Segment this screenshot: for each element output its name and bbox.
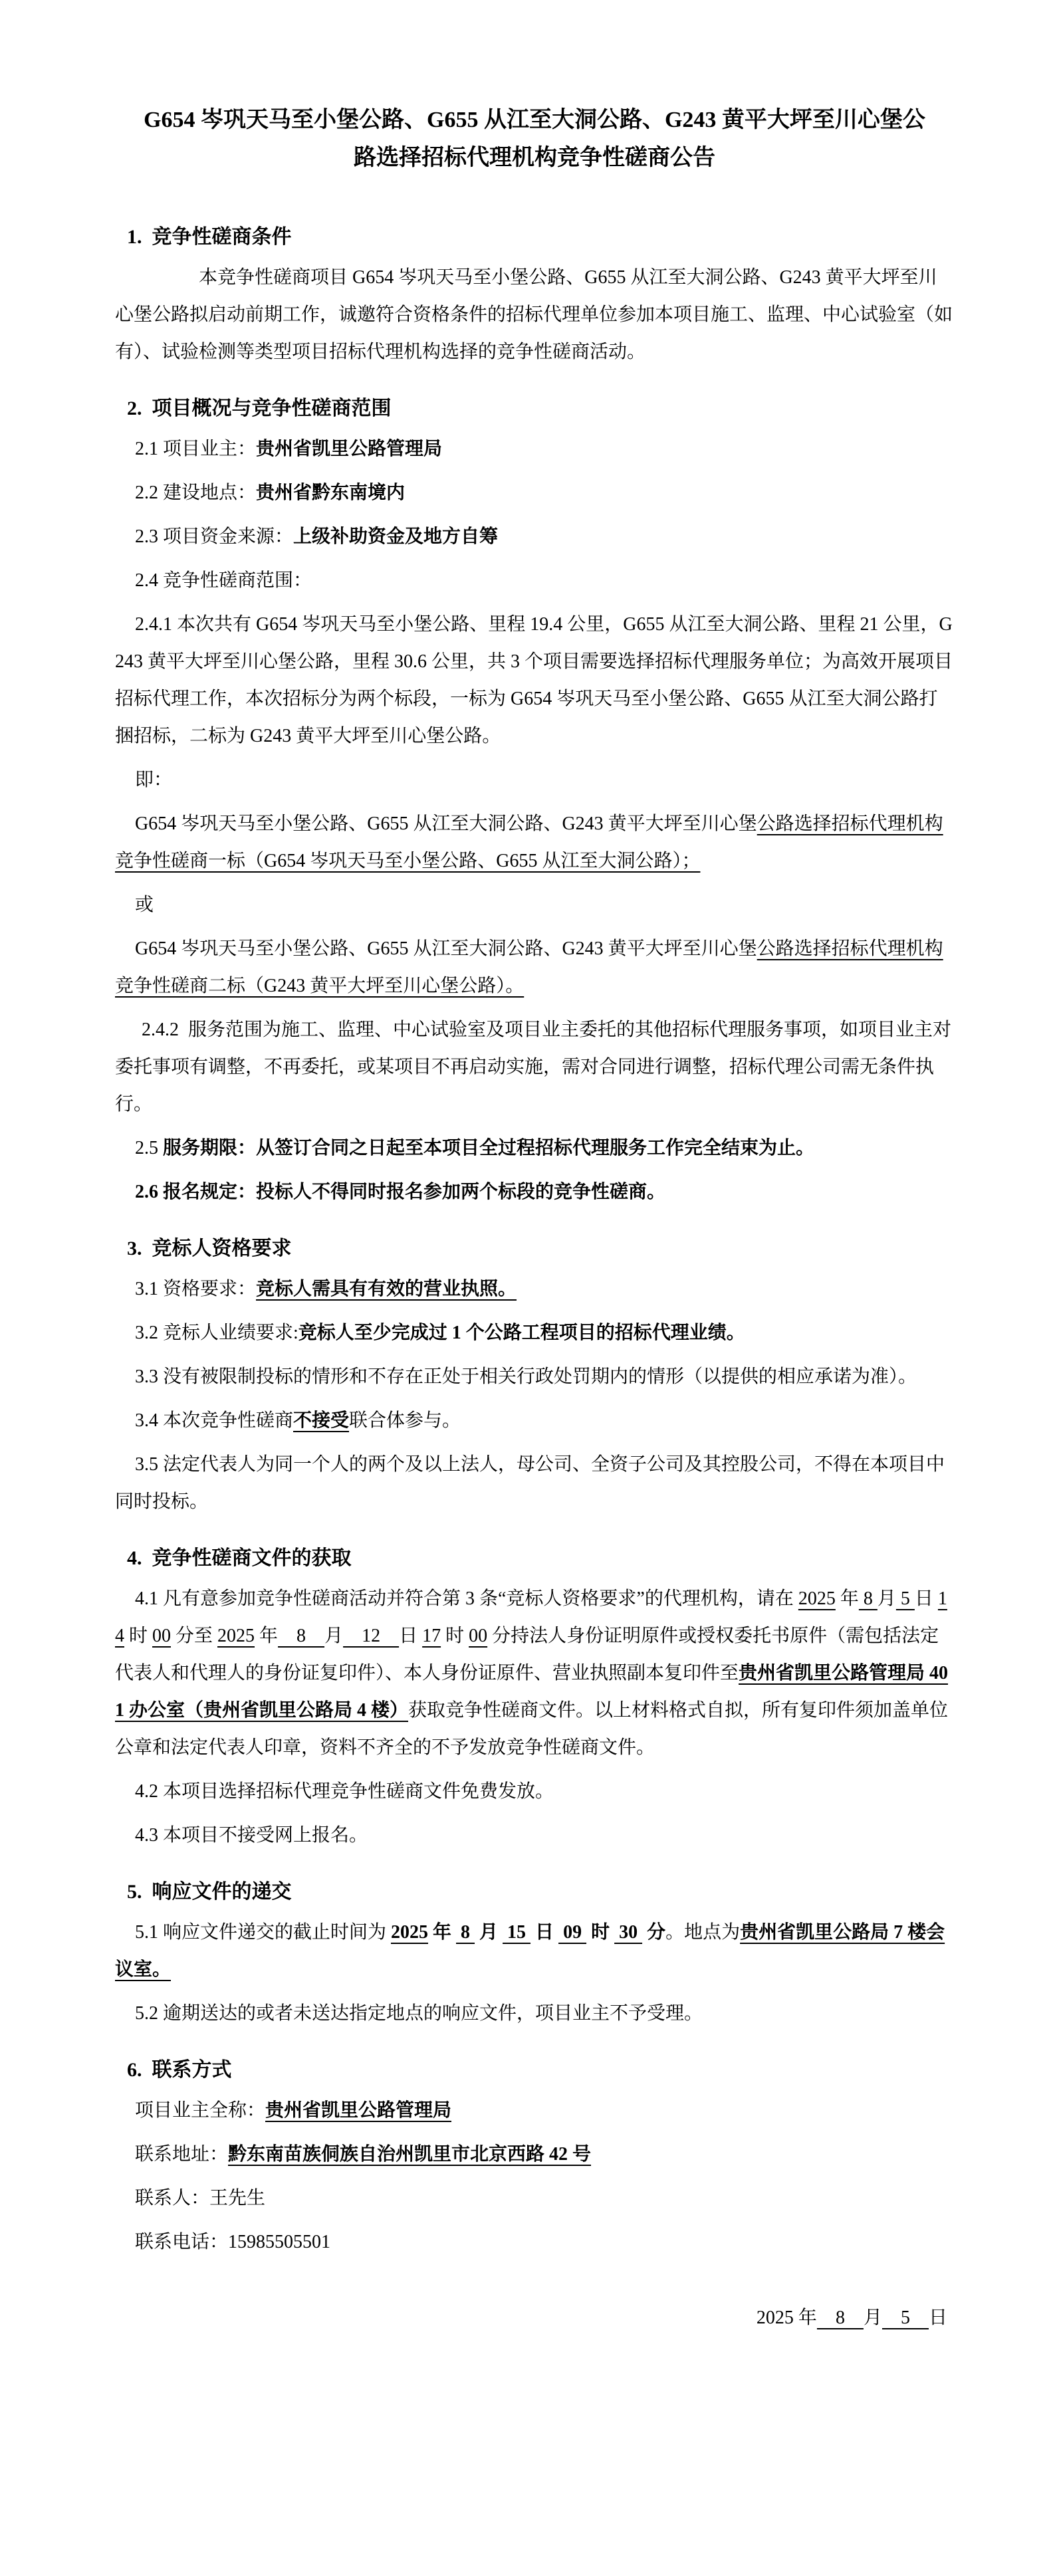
paragraph [115, 259, 954, 371]
paragraph [115, 2092, 954, 2129]
underlined-text: 8 [816, 2308, 864, 2328]
text: 3.2 竞标人业绩要求: [135, 1323, 298, 1343]
text: 3.3 没有被限制投标的情形和不存在正处于相关行政处罚期内的情形（以提供的相应承诺为准）。 [135, 1366, 917, 1387]
text: 日 [914, 1588, 938, 1609]
underlined-text: 8 [858, 1588, 878, 1609]
text: 4.2 本项目选择招标代理竞争性磋商文件免费发放。 [135, 1781, 554, 1802]
text: 项目业主全称： [135, 2100, 266, 2121]
section-heading [127, 1543, 954, 1574]
section-heading [127, 1877, 954, 1907]
text: 分持法人身份证明原件或授权委托书原件（需包括法定代表人和代理人的身份证复印件）、本人身份证原件、营业执照副本复印件至 [115, 1626, 939, 1683]
section-heading [127, 2055, 954, 2086]
paragraph [115, 1012, 954, 1123]
underlined-text: 5 [895, 1588, 915, 1609]
underlined-text: 公路选择招标代理机构竞争性磋商一标（G654 岑巩天马至小堡公路、G655 从江至大洞公路）； [115, 813, 943, 871]
document-body [115, 101, 954, 2337]
bold-underlined-text: 黔东南苗族侗族自治州凯里市北京西路 42 号 [228, 2144, 592, 2165]
text: 时 [441, 1626, 469, 1646]
text: 时 [124, 1626, 153, 1646]
paragraph [115, 518, 954, 556]
text: 3.1 资格要求： [135, 1279, 257, 1299]
bold-underlined-text: 30 [614, 1922, 643, 1943]
bold-underlined-text: 09 [558, 1922, 587, 1943]
paragraph [115, 431, 954, 468]
text: 2.2 建设地点： [135, 483, 257, 503]
paragraph [115, 1580, 954, 1767]
text: 4.3 本项目不接受网上报名。 [135, 1825, 368, 1846]
text: 联系地址： [135, 2144, 229, 2165]
signature-date [115, 2300, 954, 2337]
bold-text: 日 [530, 1922, 559, 1943]
paragraph [115, 1271, 954, 1308]
text: 4.1 凡有意参加竞争性磋商活动并符合第 3 条“竞标人资格要求”的代理机构，请在 [135, 1588, 798, 1609]
text: G654 岑巩天马至小堡公路、G655 从江至大洞公路、G243 黄平大坪至川心堡 [135, 938, 757, 959]
text: 2025 年 [756, 2308, 817, 2328]
paragraph [115, 762, 954, 799]
underlined-text: 14 [115, 1588, 947, 1646]
bold-underlined-text: 15 [503, 1922, 531, 1943]
paragraph [115, 1402, 954, 1440]
bold-underlined-text: 贵州省凯里公路局 7 楼会议室。 [115, 1922, 945, 1980]
paragraph [115, 930, 954, 1005]
text: 日 [399, 1626, 423, 1646]
underlined-text: 17 [422, 1626, 441, 1646]
bold-text: 服务期限：从签订合同之日起至本项目全过程招标代理服务工作完全结束为止。 [163, 1138, 815, 1158]
text: 即： [135, 770, 173, 790]
bold-text: 贵州省凯里公路管理局 [256, 439, 443, 459]
underlined-text: 12 [343, 1626, 400, 1646]
text: 3.5 法定代表人为同一个人的两个及以上法人，母公司、全资子公司及其控股公司，不得在本项目中同时投标。 [115, 1454, 945, 1512]
text: 2.4 竞争性磋商范围： [135, 570, 312, 591]
paragraph [115, 1914, 954, 1988]
text: 。地点为 [665, 1922, 741, 1943]
text: 月 [877, 1588, 896, 1609]
text: 年 [835, 1588, 859, 1609]
paragraph [115, 1817, 954, 1854]
text: 2.4.1 本次共有 G654 岑巩天马至小堡公路、里程 19.4 公里，G655 从江至大洞公路、里程 21 公里，G243 黄平大坪至川心堡公路，里程 30.6 公里，共 3 个项目需要选择招标代理服务单位；为高效开展项目招标代理工作，本次招标分为两个标段，一标为 G654 岑巩天马至小堡公路、G655 从江至大洞公路打捆招标，二标为 G243 黄平大坪至川心堡公路。 [115, 614, 953, 746]
paragraph [115, 2136, 954, 2173]
underlined-text: 公路选择招标代理机构竞争性磋商二标（G243 黄平大坪至川心堡公路）。 [115, 938, 943, 996]
bold-text: 3. 竞标人资格要求 [127, 1237, 292, 1259]
bold-text: 4. 竞争性磋商文件的获取 [127, 1547, 352, 1569]
underlined-text: 2025 [798, 1588, 836, 1609]
text: 获取竞争性磋商文件。以上材料格式自拟，所有复印件须加盖单位公章和法定代表人印章，资料不齐全的不予发放竞争性磋商文件。 [115, 1700, 949, 1758]
underlined-text: 2025 [217, 1626, 255, 1646]
bold-text: 6. 联系方式 [127, 2059, 232, 2081]
text: 2.1 项目业主： [135, 439, 257, 459]
bold-underlined-text: 2025 [391, 1922, 429, 1943]
text: 月 [324, 1626, 344, 1646]
text: 联系人：王先生 [135, 2188, 266, 2208]
paragraph [115, 1174, 954, 1211]
paragraph [115, 475, 954, 512]
paragraph [115, 562, 954, 599]
text: 5.2 逾期送达的或者未送达指定地点的响应文件，项目业主不予受理。 [135, 2003, 703, 2024]
paragraph [115, 606, 954, 755]
text: G654 岑巩天马至小堡公路、G655 从江至大洞公路、G243 黄平大坪至川心堡 [135, 813, 757, 834]
paragraph [115, 1315, 954, 1352]
bold-text: 月 [475, 1922, 503, 1943]
bold-text: G654 岑巩天马至小堡公路、G655 从江至大洞公路、G243 黄平大坪至川心堡公路选择招标代理机构竞争性磋商公告 [144, 108, 925, 170]
bold-underlined-text: 8 [456, 1922, 475, 1943]
text: 分至 [171, 1626, 218, 1646]
bold-underlined-text: 竞标人需具有有效的营业执照。 [256, 1279, 517, 1299]
text: 月 [863, 2308, 882, 2328]
underlined-text: 00 [469, 1626, 488, 1646]
paragraph [115, 2180, 954, 2217]
text: 本竞争性磋商项目 G654 岑巩天马至小堡公路、G655 从江至大洞公路、G243 黄平大坪至川心堡公路拟启动前期工作，诚邀符合资格条件的招标代理单位参加本项目施工、监理、中心试验室（如有）、试验检测等类型项目招标代理机构选择的竞争性磋商活动。 [115, 267, 953, 362]
text: 3.4 本次竞争性磋商 [135, 1410, 294, 1431]
underlined-text: 00 [152, 1626, 172, 1646]
section-heading [127, 222, 954, 253]
bold-underlined-text: 贵州省凯里公路管理局 401 办公室（贵州省凯里公路局 4 楼） [115, 1663, 949, 1721]
text: 年 [255, 1626, 279, 1646]
paragraph [115, 887, 954, 924]
bold-text: 贵州省黔东南境内 [256, 483, 406, 503]
text: 5.1 响应文件递交的截止时间为 [135, 1922, 392, 1943]
paragraph [115, 1130, 954, 1167]
bold-text: 5. 响应文件的递交 [127, 1881, 292, 1903]
paragraph [115, 1995, 954, 2032]
paragraph [115, 2224, 954, 2261]
bold-text: 1. 竞争性磋商条件 [127, 226, 292, 248]
text: 联系电话：15985505501 [135, 2232, 331, 2252]
bold-text: 2.6 报名规定：投标人不得同时报名参加两个标段的竞争性磋商。 [135, 1182, 666, 1202]
underlined-text: 8 [278, 1626, 325, 1646]
paragraph [115, 1358, 954, 1396]
bold-text: 时 [586, 1922, 615, 1943]
bold-underlined-text: 贵州省凯里公路管理局 [265, 2100, 452, 2121]
text: 2.5 [135, 1138, 163, 1158]
bold-text: 2. 项目概况与竞争性磋商范围 [127, 397, 392, 419]
text: 日 [928, 2308, 947, 2328]
bold-text: 竞标人至少完成过 1 个公路工程项目的招标代理业绩。 [298, 1323, 745, 1343]
bold-text: 上级补助资金及地方自筹 [293, 526, 499, 547]
bold-text: 年 [428, 1922, 457, 1943]
text: 2.4.2 服务范围为施工、监理、中心试验室及项目业主委托的其他招标代理服务事项，如项目业主对委托事项有调整，不再委托，或某项目不再启动实施，需对合同进行调整，招标代理公司需无条件执行。 [115, 1020, 952, 1115]
underlined-text: 5 [881, 2308, 929, 2328]
document-title [142, 101, 927, 177]
section-heading [127, 393, 954, 424]
text: 联合体参与。 [349, 1410, 461, 1431]
bold-underlined-text: 不接受 [293, 1410, 350, 1431]
text: 或 [135, 895, 154, 915]
paragraph [115, 1446, 954, 1521]
bold-text: 分 [642, 1922, 666, 1943]
paragraph [115, 805, 954, 880]
paragraph [115, 1773, 954, 1810]
text: 2.3 项目资金来源： [135, 526, 294, 547]
section-heading [127, 1234, 954, 1264]
